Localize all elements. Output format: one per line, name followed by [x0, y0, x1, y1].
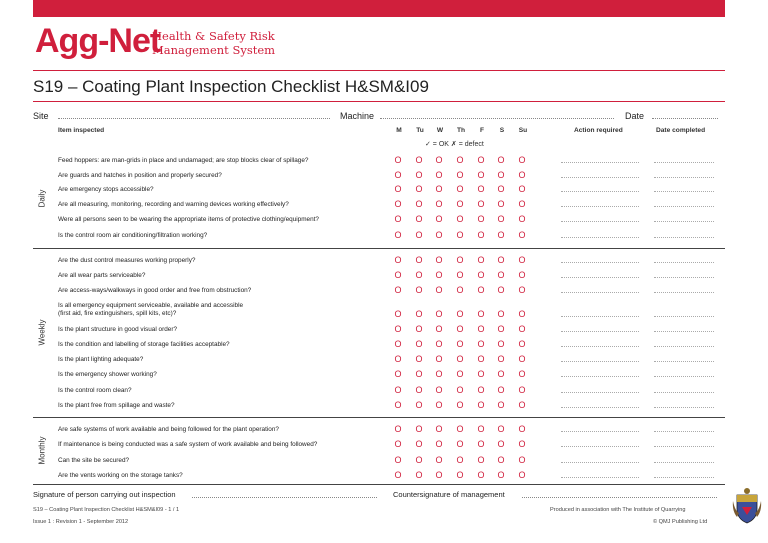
day-check-circle[interactable]: O: [435, 400, 443, 410]
footer-issue: Issue 1 : Revision 1 - September 2012: [33, 519, 129, 525]
day-check-circle[interactable]: O: [456, 369, 464, 379]
signature-field[interactable]: [192, 497, 377, 498]
checklist-item: Is the control room air conditioning/filtration working?: [58, 232, 208, 239]
day-check-circle[interactable]: O: [497, 184, 505, 194]
day-check-circle[interactable]: O: [456, 230, 464, 240]
checklist-item: Is the plant lighting adequate?: [58, 356, 144, 363]
day-check-circle[interactable]: O: [435, 170, 443, 180]
countersignature-field[interactable]: [522, 497, 717, 498]
day-check-circle[interactable]: O: [456, 170, 464, 180]
day-check-circle[interactable]: O: [518, 230, 526, 240]
day-check-circle[interactable]: O: [415, 255, 423, 265]
day-check-circle[interactable]: O: [518, 214, 526, 224]
day-check-circle[interactable]: O: [394, 170, 402, 180]
day-check-circle[interactable]: O: [435, 439, 443, 449]
day-check-circle[interactable]: O: [497, 155, 505, 165]
day-check-circle[interactable]: O: [415, 339, 423, 349]
day-check-circle[interactable]: O: [456, 184, 464, 194]
day-header: W: [436, 127, 444, 134]
date-completed-field[interactable]: [654, 237, 714, 238]
date-completed-field[interactable]: [654, 292, 714, 293]
day-check-circle[interactable]: O: [456, 400, 464, 410]
day-check-circle[interactable]: O: [477, 285, 485, 295]
day-check-circle[interactable]: O: [477, 199, 485, 209]
date-completed-field[interactable]: [654, 346, 714, 347]
day-check-circle[interactable]: O: [456, 324, 464, 334]
day-check-circle[interactable]: O: [518, 470, 526, 480]
day-check-circle[interactable]: O: [518, 184, 526, 194]
action-required-field[interactable]: [561, 376, 639, 377]
day-check-circle[interactable]: O: [394, 400, 402, 410]
day-check-circle[interactable]: O: [415, 354, 423, 364]
day-check-circle[interactable]: O: [497, 400, 505, 410]
date-completed-field[interactable]: [654, 191, 714, 192]
day-check-circle[interactable]: O: [456, 155, 464, 165]
day-check-circle[interactable]: O: [435, 184, 443, 194]
day-check-circle[interactable]: O: [497, 455, 505, 465]
day-check-circle[interactable]: O: [435, 424, 443, 434]
section-divider: [33, 248, 725, 249]
date-completed-field[interactable]: [654, 446, 714, 447]
day-check-circle[interactable]: O: [435, 214, 443, 224]
date-completed-field[interactable]: [654, 177, 714, 178]
day-check-circle[interactable]: O: [415, 155, 423, 165]
section-label-weekly: Weekly: [37, 318, 47, 346]
item-inspected-header: Item inspected: [58, 127, 105, 134]
checklist-item: Are the vents working on the storage tanks?: [58, 472, 183, 479]
day-check-circle[interactable]: O: [394, 199, 402, 209]
day-check-circle[interactable]: O: [415, 369, 423, 379]
day-check-circle[interactable]: O: [435, 155, 443, 165]
day-check-circle[interactable]: O: [394, 309, 402, 319]
day-check-circle[interactable]: O: [518, 369, 526, 379]
footer-copyright: © QMJ Publishing Ltd: [653, 519, 708, 525]
day-check-circle[interactable]: O: [497, 270, 505, 280]
day-check-circle[interactable]: O: [477, 439, 485, 449]
action-required-field[interactable]: [561, 462, 639, 463]
day-header: F: [479, 127, 485, 134]
site-label: Site: [33, 111, 49, 121]
action-required-field[interactable]: [561, 477, 639, 478]
date-label: Date: [625, 111, 645, 121]
day-check-circle[interactable]: O: [456, 309, 464, 319]
checklist-item: Is the condition and labelling of storage facilities acceptable?: [58, 341, 230, 348]
day-check-circle[interactable]: O: [518, 255, 526, 265]
day-check-circle[interactable]: O: [394, 324, 402, 334]
day-check-circle[interactable]: O: [518, 354, 526, 364]
day-check-circle[interactable]: O: [415, 324, 423, 334]
action-required-field[interactable]: [561, 206, 639, 207]
date-completed-field[interactable]: [654, 206, 714, 207]
day-check-circle[interactable]: O: [394, 385, 402, 395]
day-check-circle[interactable]: O: [497, 385, 505, 395]
date-completed-header: Date completed: [656, 127, 706, 134]
section-label-daily: Daily: [37, 189, 47, 208]
day-check-circle[interactable]: O: [497, 230, 505, 240]
day-check-circle[interactable]: O: [497, 424, 505, 434]
checklist-item: Were all persons seen to be wearing the appropriate items of protective clothing/equipment?: [58, 216, 319, 223]
section-divider: [33, 417, 725, 418]
date-completed-field[interactable]: [654, 331, 714, 332]
day-check-circle[interactable]: O: [518, 170, 526, 180]
day-check-circle[interactable]: O: [394, 424, 402, 434]
action-required-field[interactable]: [561, 407, 639, 408]
day-check-circle[interactable]: O: [497, 439, 505, 449]
day-check-circle[interactable]: O: [518, 424, 526, 434]
action-required-field[interactable]: [561, 392, 639, 393]
day-check-circle[interactable]: O: [435, 324, 443, 334]
action-required-field[interactable]: [561, 262, 639, 263]
day-check-circle[interactable]: O: [477, 470, 485, 480]
day-check-circle[interactable]: O: [435, 369, 443, 379]
day-check-circle[interactable]: O: [415, 400, 423, 410]
action-required-field[interactable]: [561, 177, 639, 178]
day-check-circle[interactable]: O: [415, 170, 423, 180]
day-check-circle[interactable]: O: [456, 199, 464, 209]
day-check-circle[interactable]: O: [477, 155, 485, 165]
day-check-circle[interactable]: O: [435, 470, 443, 480]
date-field[interactable]: [652, 118, 718, 119]
machine-field[interactable]: [380, 118, 614, 119]
day-check-circle[interactable]: O: [435, 354, 443, 364]
checklist-item: Are guards and hatches in position and properly secured?: [58, 172, 222, 179]
checklist-item: Is the plant structure in good visual order?: [58, 326, 178, 333]
day-check-circle[interactable]: O: [497, 199, 505, 209]
checklist-item: Is the emergency shower working?: [58, 371, 157, 378]
date-completed-field[interactable]: [654, 316, 714, 317]
action-required-field[interactable]: [561, 292, 639, 293]
page-title: S19 – Coating Plant Inspection Checklist H&SM&I09: [33, 77, 429, 96]
day-check-circle[interactable]: O: [415, 184, 423, 194]
day-check-circle[interactable]: O: [456, 285, 464, 295]
date-completed-field[interactable]: [654, 376, 714, 377]
day-check-circle[interactable]: O: [415, 214, 423, 224]
day-check-circle[interactable]: O: [394, 155, 402, 165]
footer-association: Produced in association with The Institute of Quarrying: [550, 507, 686, 513]
day-check-circle[interactable]: O: [394, 255, 402, 265]
day-check-circle[interactable]: O: [518, 270, 526, 280]
day-check-circle[interactable]: O: [497, 255, 505, 265]
date-completed-field[interactable]: [654, 221, 714, 222]
day-check-circle[interactable]: O: [477, 230, 485, 240]
day-check-circle[interactable]: O: [456, 470, 464, 480]
day-header: M: [396, 127, 402, 134]
day-check-circle[interactable]: O: [394, 439, 402, 449]
day-check-circle[interactable]: O: [394, 470, 402, 480]
day-check-circle[interactable]: O: [477, 324, 485, 334]
day-check-circle[interactable]: O: [497, 324, 505, 334]
action-required-field[interactable]: [561, 162, 639, 163]
action-required-field[interactable]: [561, 277, 639, 278]
date-completed-field[interactable]: [654, 392, 714, 393]
action-required-field[interactable]: [561, 431, 639, 432]
section-divider: [33, 484, 725, 485]
day-check-circle[interactable]: O: [497, 214, 505, 224]
day-check-circle[interactable]: O: [415, 309, 423, 319]
day-check-circle[interactable]: O: [435, 199, 443, 209]
day-check-circle[interactable]: O: [477, 400, 485, 410]
institute-crest-icon: [731, 487, 763, 525]
day-check-circle[interactable]: O: [394, 455, 402, 465]
day-check-circle[interactable]: O: [394, 285, 402, 295]
checklist-item: Are all measuring, monitoring, recording and warning devices working effectively?: [58, 201, 289, 208]
day-check-circle[interactable]: O: [497, 170, 505, 180]
day-check-circle[interactable]: O: [456, 270, 464, 280]
day-check-circle[interactable]: O: [518, 339, 526, 349]
countersignature-label: Countersignature of management: [393, 490, 505, 499]
day-check-circle[interactable]: O: [394, 354, 402, 364]
day-check-circle[interactable]: O: [518, 155, 526, 165]
day-check-circle[interactable]: O: [477, 339, 485, 349]
checklist-item: Can the site be secured?: [58, 457, 130, 464]
day-check-circle[interactable]: O: [497, 354, 505, 364]
date-completed-field[interactable]: [654, 361, 714, 362]
aggnet-logo: Agg-Net: [35, 22, 161, 60]
day-check-circle[interactable]: O: [394, 230, 402, 240]
day-check-circle[interactable]: O: [477, 255, 485, 265]
day-check-circle[interactable]: O: [477, 424, 485, 434]
top-banner: [33, 0, 725, 17]
day-check-circle[interactable]: O: [518, 439, 526, 449]
day-check-circle[interactable]: O: [518, 309, 526, 319]
checklist-item: Is all emergency equipment serviceable, available and accessible (first aid, fire extinguishers, spill kits, etc)?: [58, 302, 244, 317]
checklist-item: Is the plant free from spillage and waste?: [58, 402, 175, 409]
checklist-item: Are emergency stops accessible?: [58, 186, 154, 193]
day-check-circle[interactable]: O: [456, 439, 464, 449]
logo-subtitle-line2: Management System: [152, 43, 276, 57]
action-required-field[interactable]: [561, 221, 639, 222]
checklist-item: Are the dust control measures working properly?: [58, 257, 196, 264]
day-check-circle[interactable]: O: [477, 385, 485, 395]
site-field[interactable]: [58, 118, 330, 119]
day-check-circle[interactable]: O: [518, 324, 526, 334]
checklist-item: Are all wear parts serviceable?: [58, 272, 146, 279]
date-completed-field[interactable]: [654, 462, 714, 463]
day-check-circle[interactable]: O: [518, 285, 526, 295]
day-check-circle[interactable]: O: [394, 369, 402, 379]
action-required-header: Action required: [574, 127, 623, 134]
signature-label: Signature of person carrying out inspection: [33, 490, 176, 499]
date-completed-field[interactable]: [654, 277, 714, 278]
action-required-field[interactable]: [561, 331, 639, 332]
action-required-field[interactable]: [561, 316, 639, 317]
action-required-field[interactable]: [561, 361, 639, 362]
day-check-circle[interactable]: O: [415, 455, 423, 465]
action-required-field[interactable]: [561, 446, 639, 447]
day-check-circle[interactable]: O: [477, 214, 485, 224]
day-check-circle[interactable]: O: [518, 199, 526, 209]
day-check-circle[interactable]: O: [456, 424, 464, 434]
day-check-circle[interactable]: O: [477, 354, 485, 364]
day-check-circle[interactable]: O: [394, 214, 402, 224]
day-header: Tu: [416, 127, 424, 134]
day-header: S: [499, 127, 505, 134]
legend: ✓ = OK ✗ = defect: [425, 141, 484, 148]
action-required-field[interactable]: [561, 191, 639, 192]
action-required-field[interactable]: [561, 237, 639, 238]
day-check-circle[interactable]: O: [394, 184, 402, 194]
action-required-field[interactable]: [561, 346, 639, 347]
day-check-circle[interactable]: O: [415, 439, 423, 449]
day-check-circle[interactable]: O: [477, 309, 485, 319]
checklist-item: Are access-ways/walkways in good order and free from obstruction?: [58, 287, 252, 294]
day-check-circle[interactable]: O: [477, 369, 485, 379]
day-check-circle[interactable]: O: [477, 455, 485, 465]
title-rule-bottom: [33, 101, 725, 102]
date-completed-field[interactable]: [654, 477, 714, 478]
date-completed-field[interactable]: [654, 262, 714, 263]
day-check-circle[interactable]: O: [456, 354, 464, 364]
footer-doc-ref: S19 – Coating Plant Inspection Checklist H&SM&I09 - 1 / 1: [33, 507, 180, 513]
day-check-circle[interactable]: O: [497, 470, 505, 480]
day-check-circle[interactable]: O: [435, 385, 443, 395]
day-check-circle[interactable]: O: [415, 199, 423, 209]
logo-subtitle: [152, 29, 275, 57]
day-check-circle[interactable]: O: [394, 339, 402, 349]
day-check-circle[interactable]: O: [518, 400, 526, 410]
day-check-circle[interactable]: O: [497, 309, 505, 319]
day-check-circle[interactable]: O: [394, 270, 402, 280]
day-check-circle[interactable]: O: [518, 385, 526, 395]
day-check-circle[interactable]: O: [435, 339, 443, 349]
day-check-circle[interactable]: O: [456, 214, 464, 224]
day-check-circle[interactable]: O: [497, 369, 505, 379]
day-check-circle[interactable]: O: [415, 470, 423, 480]
checklist-item: Is the control room clean?: [58, 387, 132, 394]
title-rule-top: [33, 70, 725, 71]
date-completed-field[interactable]: [654, 407, 714, 408]
day-check-circle[interactable]: O: [415, 270, 423, 280]
day-check-circle[interactable]: O: [477, 270, 485, 280]
checklist-item: Feed hoppers: are man-grids in place and undamaged; are stop blocks clear of spillage?: [58, 157, 309, 164]
checklist-item: If maintenance is being conducted was a safe system of work available and being followed?: [58, 441, 318, 448]
day-check-circle[interactable]: O: [415, 385, 423, 395]
day-check-circle[interactable]: O: [435, 455, 443, 465]
day-check-circle[interactable]: O: [435, 285, 443, 295]
day-check-circle[interactable]: O: [456, 385, 464, 395]
day-check-circle[interactable]: O: [477, 170, 485, 180]
day-check-circle[interactable]: O: [456, 455, 464, 465]
day-check-circle[interactable]: O: [415, 230, 423, 240]
day-check-circle[interactable]: O: [435, 270, 443, 280]
day-check-circle[interactable]: O: [497, 339, 505, 349]
day-header: Su: [518, 127, 528, 134]
day-check-circle[interactable]: O: [456, 339, 464, 349]
day-check-circle[interactable]: O: [435, 230, 443, 240]
day-check-circle[interactable]: O: [415, 285, 423, 295]
day-check-circle[interactable]: O: [435, 309, 443, 319]
date-completed-field[interactable]: [654, 431, 714, 432]
section-label-monthly: Monthly: [37, 436, 47, 465]
day-check-circle[interactable]: O: [456, 255, 464, 265]
checklist-item: Are safe systems of work available and being followed for the plant operation?: [58, 426, 279, 433]
day-check-circle[interactable]: O: [415, 424, 423, 434]
machine-label: Machine: [340, 111, 375, 121]
date-completed-field[interactable]: [654, 162, 714, 163]
day-check-circle[interactable]: O: [435, 255, 443, 265]
day-check-circle[interactable]: O: [518, 455, 526, 465]
day-check-circle[interactable]: O: [477, 184, 485, 194]
day-header: Th: [456, 127, 466, 134]
day-check-circle[interactable]: O: [497, 285, 505, 295]
logo-subtitle-line1: Health & Safety Risk: [152, 29, 275, 43]
